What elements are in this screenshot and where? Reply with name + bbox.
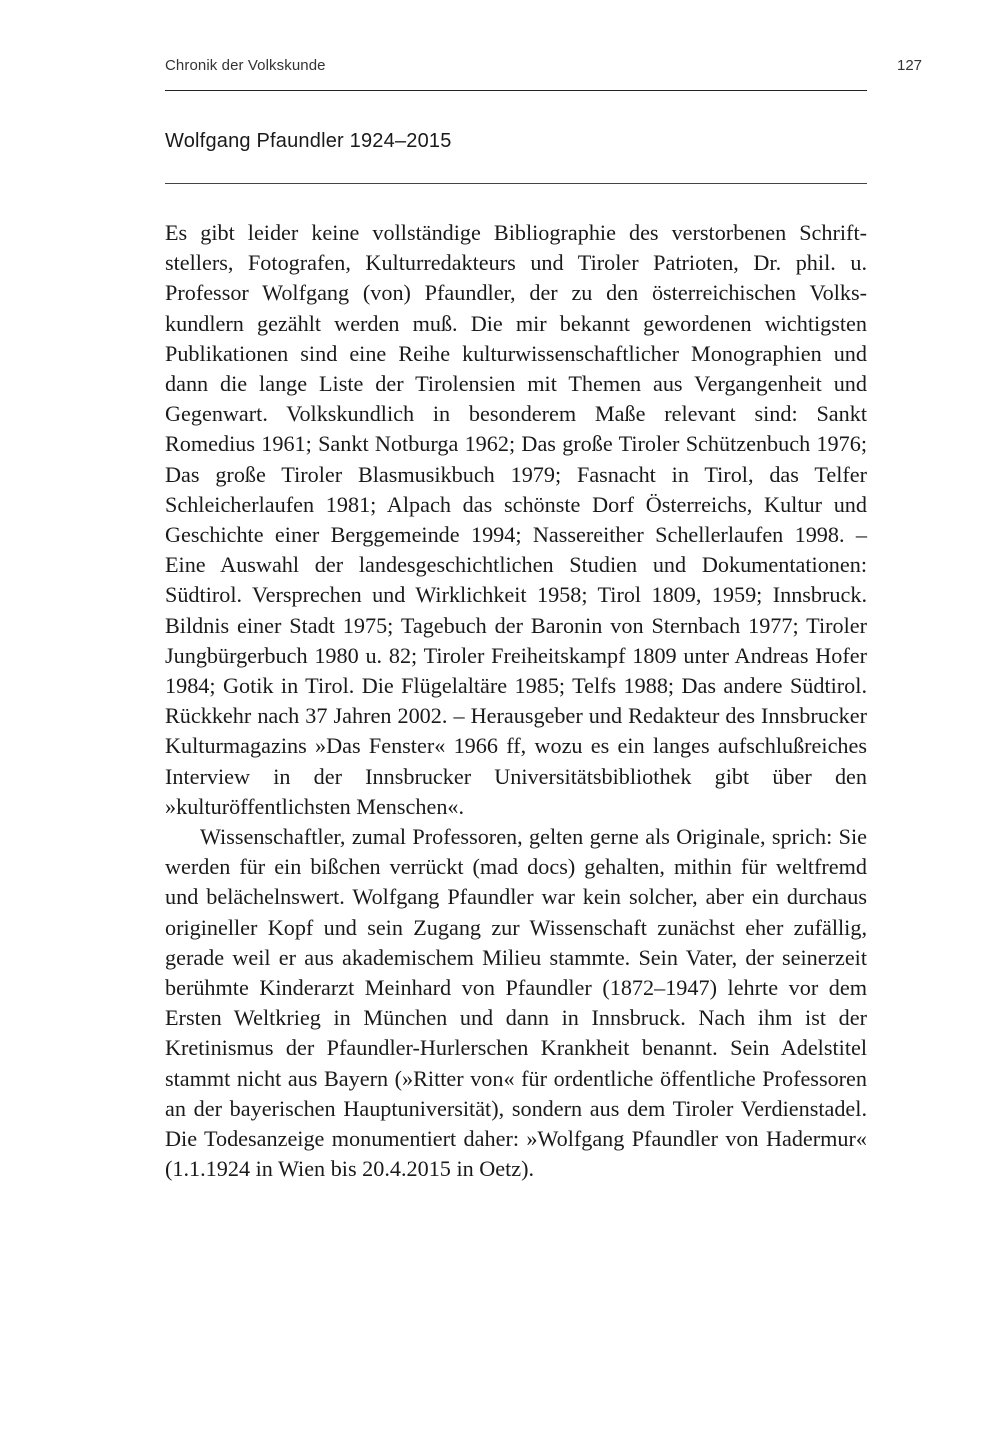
- title-rule: [165, 183, 867, 184]
- paragraph-bibliography: Es gibt leider keine vollständige Bibliographie des verstorbenen Schriftstellers, Fotografen, Kulturredakteurs und Tiroler Patrioten, Dr. phil. u. Professor Wolfgang (von) Pfaundler, der zu den österreichischen Volkskundlern gezählt werden muß. Die mir bekannt gewordenen wichtigsten Publikationen sind eine Reihe kulturwissenschaftlicher Monographien und dann die lange Liste der Tirolensien mit Themen aus Vergangenheit und Gegenwart. Volkskundlich in besonderem Maße relevant sind: Sankt Romedius 1961; Sankt Notburga 1962; Das große Tiroler Schützenbuch 1976; Das große Tiroler Blasmusikbuch 1979; Fasnacht in Tirol, das Telfer Schleicherlaufen 1981; Alpach das schönste Dorf Österreichs, Kultur und Geschichte einer Berggemeinde 1994; Nassereither Schellerlaufen 1998. – Eine Auswahl der landesgeschichtlichen Studien und Dokumentationen: Südtirol. Versprechen und Wirklichkeit 1958; Tirol 1809, 1959; Innsbruck. Bildnis einer Stadt 1975; Tagebuch der Baronin von Sternbach 1977; Tiroler Jungbürgerbuch 1980 u. 82; Tiroler Freiheitskampf 1809 unter Andreas Hofer 1984; Gotik in Tirol. Die Flügelaltäre 1985; Telfs 1988; Das andere Südtirol. Rückkehr nach 37 Jahren 2002. – Herausgeber und Redakteur des Innsbrucker Kulturmagazins »Das Fenster« 1966 ff, wozu es ein langes aufschlußreiches Interview in der Innsbrucker Universitätsbibliothek gibt über den »kulturöffentlichsten Menschen«.: [165, 220, 867, 819]
- paragraph-biography: Wissenschaftler, zumal Professoren, gelten gerne als Originale, sprich: Sie werden für ein bißchen verrückt (mad docs) gehalten, mithin für weltfremd und belächelnswert. Wolfgang Pfaundler war kein solcher, aber ein durchaus origineller Kopf und sein Zugang zur Wissenschaft zunächst eher zufällig, gerade weil er aus akademischem Milieu stammte. Sein Vater, der seinerzeit berühmte Kinderarzt Meinhard von Pfaundler (1872–1947) lehrte vor dem Ersten Weltkrieg in München und dann in Innsbruck. Nach ihm ist der Kretinismus der Pfaundler-Hurlerschen Krankheit benannt. Sein Adelstitel stammt nicht aus Bayern (»Ritter von« für ordentliche öffentliche Professoren an der bayerischen Hauptuniversität), sondern aus dem Tiroler Verdienstadel. Die Todesanzeige monumentiert daher: »Wolfgang Pfaundler von Hadermur« (1.1.1924 in Wien bis 20.4.2015 in Oetz).: [165, 824, 867, 1182]
- article-title: Wolfgang Pfaundler 1924–2015: [165, 130, 452, 152]
- running-head: Chronik der Volkskunde: [165, 57, 326, 74]
- header-rule: [165, 90, 867, 91]
- article-body: [165, 218, 867, 1185]
- page-number: 127: [897, 57, 923, 74]
